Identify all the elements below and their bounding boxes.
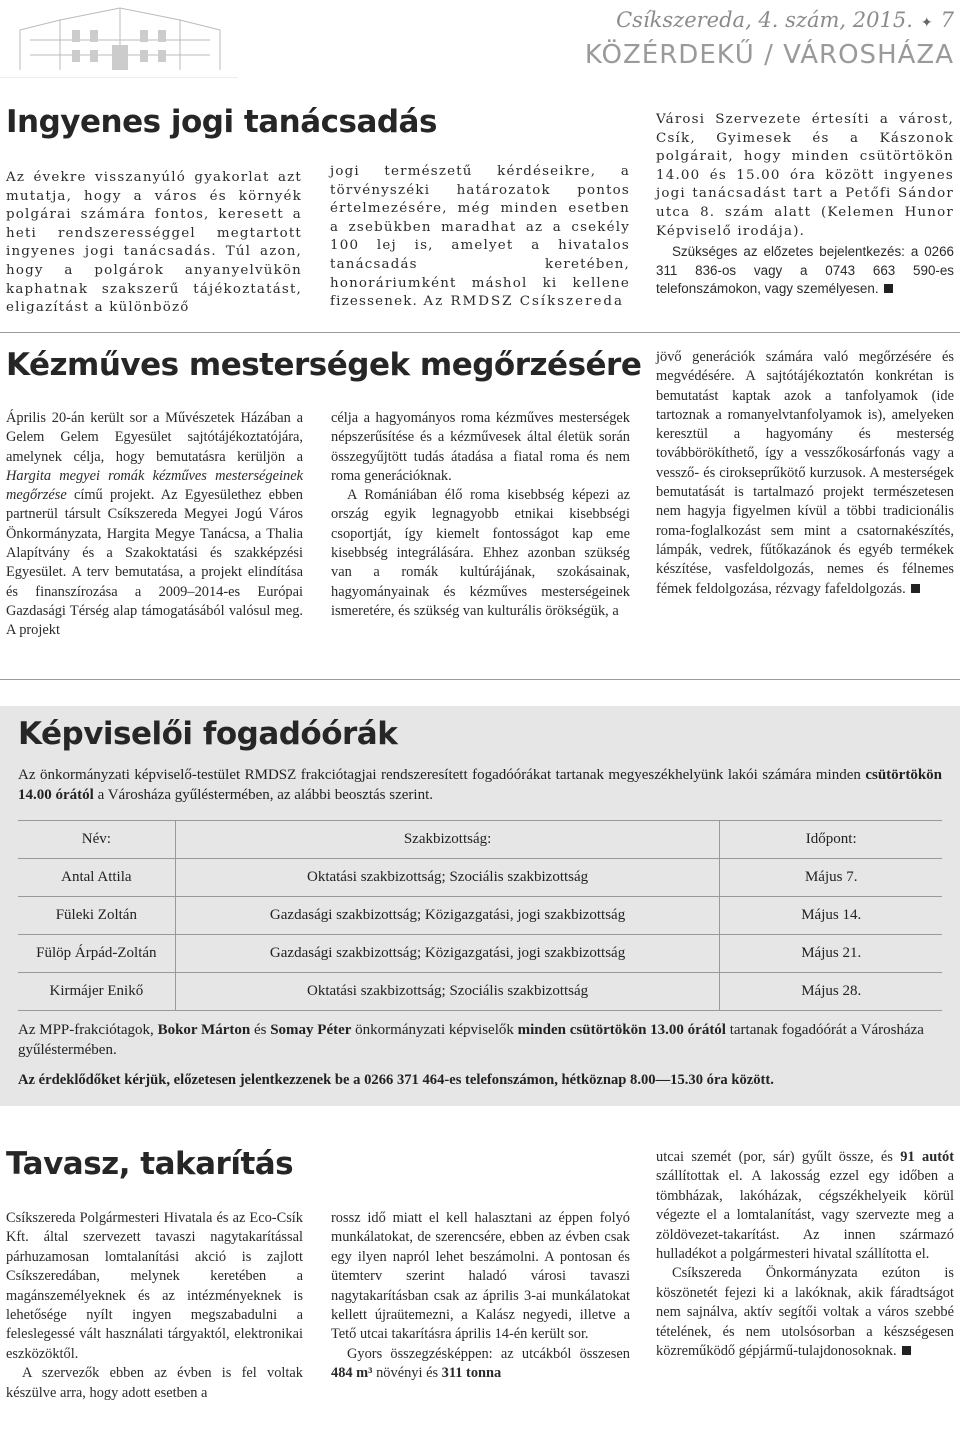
crafts-col1-text [6, 409, 303, 641]
legal-col3 [656, 111, 954, 299]
crafts-col1-b: című projekt. Az Egyesülethez ebben partnerül társult Csíkszereda Megyei Jogú Város Önkormányzata, Hargita Megye Tanácsa, a Thalia Alapítvány és a Szakoktatási és szakképzési Egyesület. A terv bemutatása, a projekt elindítása és finanszírozása a 2009–2014-es Európai Gazdasági Térség alap támogatásából valósul meg. A projekt [6, 487, 303, 639]
legal-col1 [6, 169, 302, 318]
mpp-note [18, 1021, 942, 1060]
legal-headline: Ingyenes jogi tanácsadás [6, 104, 437, 140]
crafts-col2-a: célja a hagyományos roma kézműves mesterségek népszerűsítése és a kézművesek által életük során összegyűjtött tudás átadása a fiatal roma és nem roma generációknak. [331, 410, 630, 484]
legal-col2-tail: Az RMDSZ Csíkszereda [423, 294, 624, 310]
spring-volume: 484 m³ [331, 1365, 373, 1382]
rep-committee: Oktatási szakbizottság; Szociális szakbizottság [175, 973, 720, 1011]
spring-headline: Tavasz, takarítás [6, 1146, 294, 1182]
reps-intro [18, 766, 942, 805]
mpp-name-2: Somay Péter [270, 1022, 352, 1038]
mpp-name-1: Bokor Márton [157, 1022, 251, 1038]
rep-name: Füleki Zoltán [18, 897, 175, 935]
mpp-e: önkormányzati képviselők [355, 1022, 514, 1038]
reps-table [18, 820, 942, 1011]
issue-label: Csíkszereda, 4. szám, 2015. [616, 8, 913, 32]
spring-tons: 311 tonna [441, 1365, 502, 1382]
rep-committee: Oktatási szakbizottság; Szociális szakbizottság [175, 859, 720, 897]
rep-committee: Gazdasági szakbizottság; Közigazgatási, jogi szakbizottság [175, 935, 720, 973]
table-row [18, 859, 942, 897]
spring-col1-a: Csíkszereda Polgármesteri Hivatala és az Eco-Csík Kft. által szervezett tavaszi nagytakarítással párhuzamosan lomtalanítási akció is zajlott Csíkszeredában, melynek keretében a magánszemélyeknek és az intézményeknek is lehetősége nyílt ingyen megszabadulni a feleslegessé vált használati tárgyaktól, elektronikai eszközöktől. [6, 1210, 303, 1362]
rep-name: Fülöp Árpád-Zoltán [18, 935, 175, 973]
crafts-headline: Kézműves mesterségek megőrzésére [6, 347, 642, 383]
table-row [18, 973, 942, 1011]
end-mark-icon [911, 584, 920, 593]
end-mark-icon [902, 1346, 911, 1355]
spring-col2-b [331, 1345, 630, 1384]
crafts-col1 [6, 409, 303, 641]
col-header-name: Név: [18, 821, 175, 859]
legal-booking-note: Szükséges az előzetes bejelentkezés: a 0266 311 836-os vagy a 0743 663 590-es telefonszámokon, vagy személyesen. [656, 244, 954, 297]
spring-col2-a: rossz idő miatt el kell halasztani az éppen folyó munkálatokat, de szerencsére, ebben az évben csak egy ilyen napról lehet beszámolni. A pontosan és ütemterv szerint haladó városi tavaszi nagytakarításban csak az április 3-ai munkálatokat kellett újraütemezni, a Kalász negyedi, illetve a Tető utcai takarításra április 14-én került sor. [331, 1210, 630, 1343]
city-hall-logo [0, 0, 238, 78]
spring-col2-c: növényi és [376, 1365, 439, 1382]
mpp-g: tartanak fogadóórát a Városháza gyűléstermében. [18, 1022, 924, 1058]
rep-date: Május 7. [720, 859, 942, 897]
rep-date: Május 28. [720, 973, 942, 1011]
reps-headline: Képviselői fogadóórák [18, 716, 398, 752]
rep-committee: Gazdasági szakbizottság; Közigazgatási, jogi szakbizottság [175, 897, 720, 935]
table-row [18, 897, 942, 935]
col-header-date: Időpont: [720, 821, 942, 859]
legal-col3-note [656, 243, 954, 299]
rep-name: Kirmájer Enikő [18, 973, 175, 1011]
spring-col3-a [656, 1148, 954, 1264]
table-header-row [18, 821, 942, 859]
legal-col2-text [330, 163, 630, 312]
spring-col3 [656, 1148, 954, 1361]
crafts-col3 [656, 348, 954, 599]
spring-col2 [331, 1209, 630, 1384]
rep-date: Május 14. [720, 897, 942, 935]
section-title: KÖZÉRDEKŰ / VÁROSHÁZA [584, 40, 954, 70]
divider [0, 679, 960, 680]
spring-thanks: Csíkszereda Önkormányzata ezúton is köszönetét fejezi ki a lakóknak, akik fáradtságot nem sajnálva, aktív segítői voltak a város szebbé tételének, és nem utolsósorban a készségesen közreműködő gépjármű-tulajdonosoknak. [656, 1265, 954, 1360]
rep-date: Május 21. [720, 935, 942, 973]
mpp-c: és [253, 1022, 267, 1038]
spring-col3-lead: utcai szemét (por, sár) gyűlt össze, és [656, 1149, 893, 1165]
legal-col2-body: jogi természetű kérdéseikre, a törvényszéki határozatok pontos értelmezésére, még minden esetben a zsebükben maradhat az a csekély 100 lej is, amelyet a hivatalos tanácsadás keretében, honoráriumként máshol ki kellene fizessenek. [330, 164, 630, 310]
crafts-project-title: Hargita megyei romák kézműves mesterségeinek megőrzése [6, 467, 303, 504]
reps-intro-a: Az önkormányzati képviselő-testület RMDSZ frakciótagjai rendszeresített fogadóórákat tartanak megyeszékhelyünk lakói számára minden [18, 767, 861, 783]
legal-col2 [330, 163, 630, 312]
issue-info [616, 8, 954, 32]
rep-name: Antal Attila [18, 859, 175, 897]
legal-col1-text: Az évekre visszanyúló gyakorlat azt mutatja, hogy a város és környék polgárai számára fontos, keresett a heti rendszerességgel megtartott ingyenes jogi tanácsadás. Túl azon, hogy a polgárok anyanyelvükön kaphatnak szakszerű tájékoztatást, eligazítást a különböző [6, 170, 302, 316]
divider [0, 332, 960, 333]
spring-col1 [6, 1209, 303, 1403]
mpp-time: minden csütörtökön 13.00 órától [517, 1022, 726, 1038]
spring-col1-b: A szervezők ebben az évben is fel voltak készülve arra, hogy adott esetben a [6, 1365, 303, 1401]
contact-notice: Az érdeklődőket kérjük, előzetesen jelentkezzenek be a 0266 371 464-es telefonszámon, hétköznap 8.00—15.30 óra között. [18, 1072, 774, 1088]
crafts-col2-b: A Romániában élő roma kisebbség képezi az ország egyik legnagyobb etnikai kisebbségi csoportját, így kiemelt fontosságot kap eme kisebbség integrálására. Ehhez azonban szükség van a romák kultúrájának, szokásainak, hagyományainak és kézműves mesterségeinek ismeretére, és szükség van kulturális örökségük, a [331, 487, 630, 619]
diamond-icon: ✦ [920, 15, 933, 31]
crafts-col1-a: Április 20-án került sor a Művészetek Házában a Gelem Gelem Egyesület sajtótájékoztatójára, amelynek célja, hogy bemutatásra kerüljön a [6, 410, 303, 465]
table-row [18, 935, 942, 973]
crafts-col3-text [656, 348, 954, 599]
page-number: 7 [940, 8, 954, 32]
spring-col3-c [656, 1264, 954, 1361]
reps-intro-c: a Városháza gyűléstermében, az alábbi beosztás szerint. [97, 786, 433, 803]
spring-cars: 91 autót [900, 1149, 954, 1165]
spring-summary: Gyors összegzésképpen: az utcákból összesen [347, 1345, 630, 1362]
crafts-col2 [331, 409, 630, 621]
spring-col3-body: szállítottak el. A lakosság ezzel egy időben a tömbházak, lakóházak, cégszékhelyeik körül végezte el a lomtalanítást, vagy szervezte meg a zöldövezet-takarítást. Az innen származó hulladékot a polgármesteri hivatal szállította el. [656, 1168, 954, 1263]
col-header-committee: Szakbizottság: [175, 821, 720, 859]
crafts-col3-body: jövő generációk számára való megőrzésére és megvédésére. A sajtótájékoztatón konkrétan is bemutatást kaptak azok a tanfolyamok (ide tartoznak a romanyelvtanfolyamok is), amelyeken keresztül a hagyomány és mesterség továbbörökíthető, így a vesszőkosárfonás vagy a vessző- és cirokseprűkötő kurzusok. A mesterségek bemutatását is tartalmazó projekt természetesen nem hagyja figyelmen kívül a többi tradicionális roma-foglalkozást sem mint a csatornakészítés, lámpák, vedrek, fűtőkazánok és egyéb termékek készítése, vasfeldolgozás, nemes és félnemes fémek feldolgozása, rézvagy fafeldolgozás. [656, 349, 954, 597]
reps-intro-time: csütörtökön 14.00 órától [18, 767, 943, 803]
end-mark-icon [884, 284, 893, 293]
legal-col3-text: Városi Szervezete értesíti a várost, Csík, Gyimesek és a Kászonok polgárait, hogy minden csütörtökön 14.00 és 15.00 óra között ingyenes jogi tanácsadást tart a Petőfi Sándor utca 8. szám alatt (Kelemen Hunor Képviselő irodája). [656, 112, 954, 239]
mpp-a: Az MPP-frakciótagok, [18, 1022, 154, 1038]
